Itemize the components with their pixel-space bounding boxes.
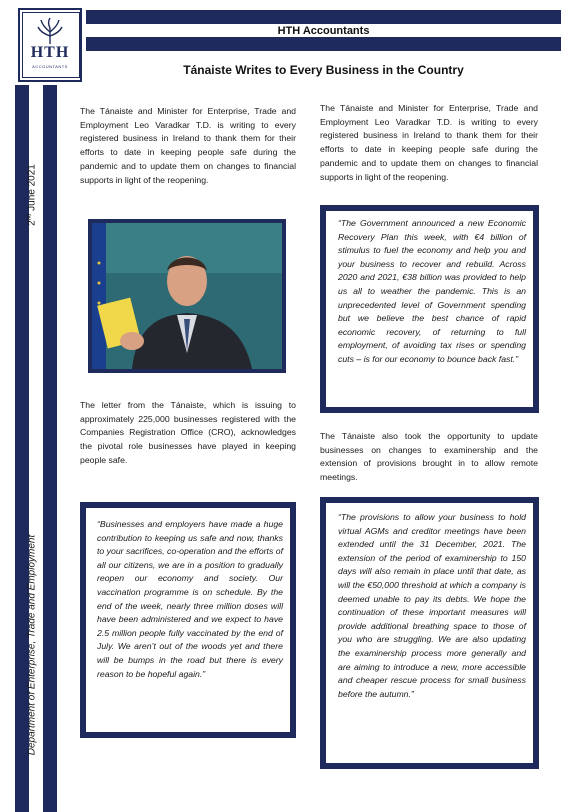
logo-text: HTH	[30, 44, 70, 61]
quote-box-vaccination	[80, 502, 296, 738]
letter-paragraph-left: The letter from the Tánaiste, which is issuing to approximately 225,000 businesses registered with the Companies Registration Office (CRO), acknowledges the pivotal role businesses have played in keeping people safe.	[80, 400, 296, 465]
sidebar-bar-right	[43, 85, 57, 812]
brand-name: HTH Accountants	[277, 25, 370, 37]
logo-plant-icon	[36, 18, 64, 44]
quote-box-recovery	[320, 205, 539, 413]
intro-paragraph-right: The Tánaiste and Minister for Enterprise, Trade and Employment Leo Varadkar T.D. is writing to every registered business in Ireland to thank them for their efforts to date in keeping people safe during the pandemic and to update them on changes to financial supports in light of the reopening.	[320, 103, 538, 182]
date-day: 2	[26, 220, 38, 226]
date-suffix: nd	[26, 213, 33, 221]
quote-box-provisions	[320, 497, 539, 769]
header-bar-bottom	[86, 37, 561, 51]
date-label	[22, 150, 42, 240]
date-month-year: June 2021	[26, 164, 38, 214]
logo-subtitle: ACCOUNTANTS	[32, 64, 68, 69]
page-title: Tánaiste Writes to Every Business in the Country	[183, 63, 464, 77]
header-bar-top	[86, 10, 561, 24]
quote-vaccination-text: “Businesses and employers have made a huge contribution to keeping us safe and now, thanks to your sacrifices, co-operation and the efforts of all our citizens, we are in a position to gradually reopen our economy and society. Our vaccination programme is on schedule. By the end of the week, nearly three million doses will have been administered and we expect to have 2.5 million people fully vaccinated by the end of July. We aren’t out of the woods yet and there will be bumps in the road but there is every reason to be hopeful again.”	[97, 519, 283, 679]
quote-provisions-text: “The provisions to allow your business to hold virtual AGMs and creditor meetings have been extended until the 31 December, 2021. The extension of the period of examinership to 150 days will also remain in place until that date, as will the €50,000 threshold at which a company is deemed unable to pay its debts. We hope the continuation of these important measures will provide additional breathing space to those of you who are struggling. We are also updating the examinership process more generally and are aiming to introduce a new, more accessible and cheaper rescue process for small business before the autumn.”	[338, 512, 526, 699]
examinership-paragraph: The Tánaiste also took the opportunity to update businesses on changes to examinership and the extension of provisions brought in to allow remote meetings.	[320, 431, 538, 483]
quote-recovery-text: “The Government announced a new Economic Recovery Plan this week, with €4 billion of stimulus to fuel the economy and help you and your business to recover and rebuild. Across 2020 and 2021, €38 billion was provided to help us all to weather the pandemic. This is an unprecedented level of Government spending but we believe the best chance of rapid economic recovery, of returning to full employment, of avoiding tax rises or spending cuts – is for our economy to bounce back fast.”	[338, 218, 526, 364]
tanaiste-photo	[88, 219, 286, 373]
intro-paragraph-left: The Tánaiste and Minister for Enterprise, Trade and Employment Leo Varadkar T.D. is writing to every registered business in Ireland to thank them for their efforts to date in keeping people safe during the pandemic and to update them on changes to financial supports in light of the reopening.	[80, 106, 296, 185]
department-text: Department of Enterprise, Trade and Employment	[26, 534, 38, 756]
department-label	[22, 510, 42, 780]
